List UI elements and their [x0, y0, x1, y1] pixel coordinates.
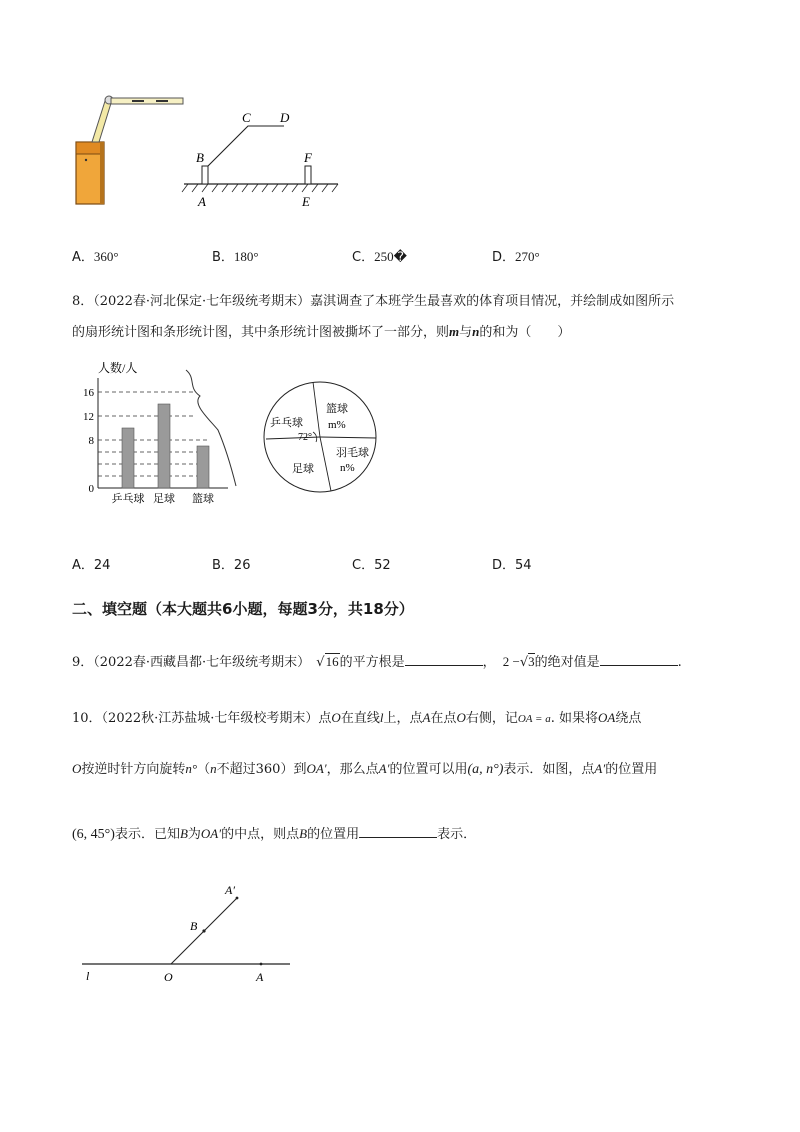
var-oa-prime: OA′	[306, 761, 327, 776]
period: .	[677, 655, 682, 670]
text: 表示．已知	[114, 827, 180, 842]
question-text: 的平方根是	[339, 655, 405, 670]
text: 按逆时针方向旋转	[81, 762, 186, 777]
pie-label-football: 足球	[292, 463, 314, 475]
question-text: 嘉淇调查了本班学生最喜欢的体育项目情况，并绘制成如图所示	[310, 294, 675, 309]
text: 表示．	[437, 827, 477, 842]
text: 在直线	[340, 711, 380, 726]
y-tick-label-8: 8	[88, 435, 94, 447]
q7-option-b[interactable]	[212, 246, 259, 265]
option-value: 180°	[233, 249, 259, 264]
option-letter: C．	[352, 558, 375, 573]
var-b: B	[179, 826, 188, 841]
var-n: n	[472, 324, 480, 339]
bar-2	[197, 446, 209, 488]
question-number: 9．	[72, 655, 94, 670]
label-b: B	[196, 150, 204, 165]
var-a-prime: A′	[594, 761, 606, 776]
question-source: （2022春·西藏昌都·七年级统考期末）	[93, 655, 311, 670]
q8-option-d[interactable]	[492, 554, 532, 573]
y-tick-label-16: 16	[83, 387, 94, 399]
text: ，那么点	[326, 762, 379, 777]
q8-line-1	[72, 290, 674, 309]
option-value: 24	[93, 558, 111, 573]
pie-label-m-percent: m%	[328, 419, 346, 431]
var-m: m	[449, 324, 460, 339]
text: 右侧，记	[465, 711, 518, 726]
q10-line-3	[72, 823, 476, 843]
bar-1	[158, 404, 170, 488]
text: 表示．如图，点	[503, 762, 595, 777]
option-letter: D．	[492, 250, 516, 265]
x-category-label-1: 足球	[153, 493, 175, 505]
fig-label-a-prime: A′	[225, 883, 235, 897]
answer-blank-2[interactable]	[600, 653, 678, 666]
question-text: 的和为（ ）	[479, 325, 571, 340]
var-l: l	[379, 710, 384, 725]
pie-chart	[258, 378, 388, 498]
label-f: F	[304, 150, 312, 165]
question-source: （2022秋·江苏盐城·七年级校考期末）	[101, 711, 319, 726]
option-letter: B．	[212, 558, 234, 573]
text: 上，点	[383, 711, 423, 726]
var-o: O	[331, 710, 341, 725]
q10-line-1	[72, 707, 641, 726]
fig-label-b: B	[190, 919, 198, 933]
var-o: O	[72, 761, 82, 776]
bar-chart-ylabel: 人数/人	[98, 361, 138, 375]
option-letter: D．	[492, 558, 516, 573]
text: 在点	[430, 711, 457, 726]
var-a-prime: A′	[378, 761, 390, 776]
rotation-figure	[80, 878, 300, 988]
text: 的位置可以用	[389, 762, 468, 777]
q8-option-b[interactable]	[212, 554, 250, 573]
option-letter: A．	[72, 250, 94, 265]
option-value: 54	[515, 558, 532, 573]
pair-6-45: (6, 45°)	[72, 827, 115, 842]
section-title: 二、填空题（本大题共6小题，每题3分，共18分）	[72, 600, 414, 618]
text: 的位置用	[605, 762, 658, 777]
sqrt-16: √16	[316, 654, 339, 670]
text: . 如果将	[550, 711, 598, 726]
pie-label-n-percent: n%	[340, 462, 355, 474]
pie-label-basketball: 篮球	[326, 403, 348, 415]
q8-line-2	[72, 321, 570, 340]
pie-label-pingpong: 乒乓球	[270, 417, 303, 429]
text: 的位置用	[307, 827, 360, 842]
text: （	[197, 762, 211, 777]
var-o: O	[456, 710, 466, 725]
option-letter: C．	[352, 250, 375, 265]
label-c: C	[242, 110, 251, 125]
answer-blank-1[interactable]	[405, 653, 483, 666]
q8-option-a[interactable]	[72, 554, 110, 573]
text: 为	[187, 827, 201, 842]
fig-label-o: O	[164, 970, 173, 984]
q8-option-c[interactable]	[352, 554, 391, 573]
answer-blank-3[interactable]	[359, 825, 437, 838]
oa-equals-a: OA = a	[517, 713, 551, 725]
label-a: A	[198, 194, 206, 209]
var-n-deg: n°	[185, 761, 198, 776]
bar-0	[122, 428, 134, 488]
option-value: 52	[374, 558, 391, 573]
question-number: 10．	[72, 711, 102, 726]
y-tick-label-12: 12	[83, 411, 94, 423]
option-value: 26	[233, 558, 251, 573]
barrier-gate-figure	[70, 90, 190, 210]
option-value: 360°	[93, 249, 119, 264]
text: 绕点	[615, 711, 642, 726]
q10-line-2	[72, 758, 657, 778]
x-category-label-0: 乒乓球	[111, 493, 145, 505]
question-text: 的扇形统计图和条形统计图，其中条形统计图被撕坏了一部分，则	[72, 325, 450, 340]
question-text: 的绝对值是	[534, 655, 600, 670]
option-letter: A．	[72, 558, 94, 573]
x-category-label-2: 篮球	[192, 493, 214, 505]
geometry-figure-abcdef	[180, 100, 350, 210]
fig-label-l: l	[86, 969, 90, 983]
option-value: 250�	[374, 249, 407, 264]
label-e: E	[302, 194, 310, 209]
pair-a-n: (a, n°)	[467, 762, 504, 777]
question-number: 8．	[72, 294, 94, 309]
var-oa-prime: OA′	[200, 826, 222, 841]
question-source: （2022春·河北保定·七年级统考期末）	[93, 294, 311, 309]
var-b: B	[299, 826, 308, 841]
pie-label-angle: 72°	[298, 432, 312, 443]
text: 的中点，则点	[221, 827, 300, 842]
var-a: A	[422, 710, 431, 725]
pie-label-badminton: 羽毛球	[336, 447, 369, 459]
q7-option-a[interactable]	[72, 246, 119, 265]
var-n: n	[210, 761, 217, 776]
q7-option-c[interactable]	[352, 246, 407, 265]
fig-label-a: A	[256, 970, 264, 984]
label-d: D	[280, 110, 290, 125]
expr-2-minus-sqrt3: 2 −√3	[502, 654, 535, 670]
option-letter: B．	[212, 250, 234, 265]
q7-option-d[interactable]	[492, 246, 540, 265]
torn-bar-chart	[78, 358, 248, 508]
question-text: 与	[459, 325, 473, 340]
text: 点	[318, 711, 332, 726]
var-oa: OA	[598, 710, 616, 725]
text: 不超过360）到	[216, 762, 307, 777]
q9-line: 9．（2022春·西藏昌都·七年级统考期末） √16的平方根是 ， 2 −√3的绝对值是 .	[72, 654, 682, 670]
y-tick-label-0: 0	[88, 483, 94, 495]
option-value: 270°	[515, 249, 540, 264]
